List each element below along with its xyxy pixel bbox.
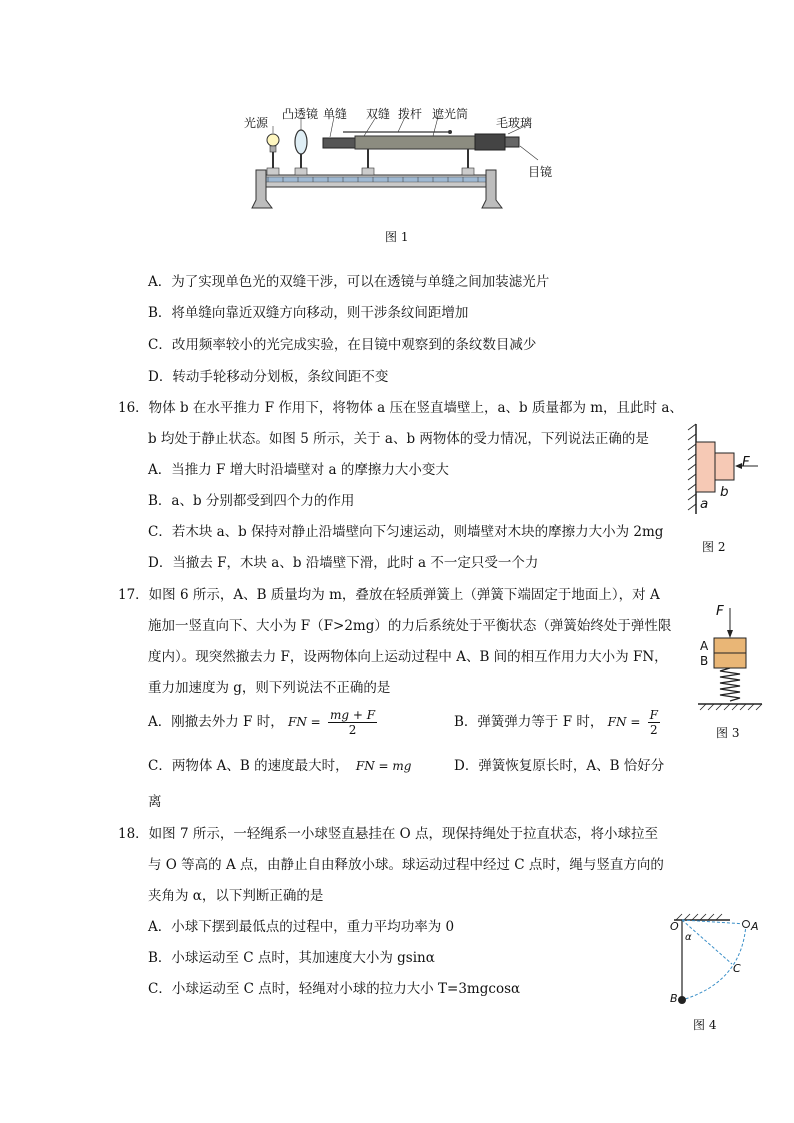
q17-option-a-denominator: 2 bbox=[348, 723, 357, 737]
fig2-label-F: F bbox=[742, 454, 750, 470]
q17-stem-line3: 度内）。现突然撤去力 F，设两物体向上运动过程中 A、B 间的相互作用力大小为 FN， bbox=[148, 649, 668, 665]
fig3-label-A: A bbox=[700, 639, 709, 653]
q16-option-a: A．当推力 F 增大时沿墙壁对 a 的摩擦力大小变大 bbox=[148, 462, 449, 478]
q16-stem-line1: 16．物体 b 在水平推力 F 作用下，将物体 a 压在竖直墙壁上，a、b 质量都为 m，且此时 a、 bbox=[118, 400, 683, 416]
q18-stem-line2: 与 O 等高的 A 点，由静止自由释放小球。球运动过程中经过 C 点时，绳与竖直方向的 bbox=[148, 857, 664, 873]
q17-option-a-fraction bbox=[328, 708, 377, 737]
fig4-label-O: O bbox=[670, 920, 679, 933]
q15-option-b: B．将单缝向靠近双缝方向移动，则干涉条纹间距增加 bbox=[148, 305, 469, 321]
figure-2-caption: 图 2 bbox=[702, 540, 726, 554]
label-double-slit: 双缝 bbox=[366, 107, 391, 121]
figure-1-caption: 图 1 bbox=[385, 230, 409, 244]
q17-option-b-fraction bbox=[648, 708, 660, 737]
ball-at-A bbox=[743, 921, 750, 928]
q15-option-d: D．转动手轮移动分划板，条纹间距不变 bbox=[148, 369, 389, 385]
q16-option-b: B．a、b 分别都受到四个力的作用 bbox=[148, 493, 355, 509]
fig2-label-a: a bbox=[700, 496, 709, 512]
label-single-slit: 单缝 bbox=[323, 107, 348, 121]
q17-option-a bbox=[148, 708, 377, 737]
label-light-source: 光源 bbox=[244, 116, 269, 130]
ball-at-B bbox=[679, 997, 686, 1004]
fig4-label-A: A bbox=[751, 920, 759, 933]
q17-option-b-lhs: FN = bbox=[607, 715, 641, 729]
q16-stem-line2: b 均处于静止状态。如图 5 所示，关于 a、b 两物体的受力情况，下列说法正确的是 bbox=[148, 431, 649, 447]
q17-option-b-numerator: F bbox=[649, 708, 658, 722]
spring-icon bbox=[720, 668, 740, 701]
q18-option-c: C．小球运动至 C 点时，轻绳对小球的拉力大小 T=3mgcosα bbox=[148, 981, 521, 997]
figure-4-caption: 图 4 bbox=[693, 1018, 717, 1032]
q18-stem-line1: 18．如图 7 所示，一轻绳系一小球竖直悬挂在 O 点，现保持绳处于拉直状态，将小球拉至 bbox=[118, 826, 658, 842]
label-ground-glass: 毛玻璃 bbox=[496, 116, 533, 130]
q18-option-a: A．小球下摆到最低点的过程中，重力平均功率为 0 bbox=[148, 919, 455, 935]
q15-option-c: C．改用频率较小的光完成实验，在目镜中观察到的条纹数目减少 bbox=[148, 337, 537, 353]
q17-option-a-text: A．刚撤去外力 F 时， bbox=[148, 714, 284, 730]
fig3-label-F: F bbox=[716, 603, 724, 619]
force-arrow-icon bbox=[735, 463, 742, 469]
q17-stem-line2: 施加一竖直向下、大小为 F（F>2mg）的力后系统处于平衡状态（弹簧始终处于弹性限 bbox=[148, 618, 672, 634]
q17-option-d-line2: 离 bbox=[148, 794, 162, 810]
figure-2-blocks bbox=[684, 420, 774, 520]
q17-option-b bbox=[454, 708, 660, 737]
q17-option-c-formula: FN = mg bbox=[355, 759, 412, 773]
fig4-label-B: B bbox=[670, 992, 678, 1005]
block-b bbox=[715, 453, 734, 480]
label-tube: 遮光筒 bbox=[432, 107, 469, 121]
fig2-label-b: b bbox=[720, 484, 729, 500]
fig4-label-alpha: α bbox=[685, 932, 692, 943]
q17-option-a-lhs: FN = bbox=[288, 715, 321, 729]
block-A bbox=[714, 638, 746, 653]
figure-3-caption: 图 3 bbox=[716, 726, 740, 740]
label-eyepiece: 目镜 bbox=[528, 165, 553, 179]
light-shield-tube bbox=[323, 130, 519, 175]
q17-stem-line4: 重力加速度为 g，则下列说法不正确的是 bbox=[148, 680, 391, 696]
block-B bbox=[714, 653, 746, 668]
fig3-label-B: B bbox=[700, 654, 709, 668]
label-convex-lens: 凸透镜 bbox=[282, 107, 319, 121]
q17-stem-line1: 17．如图 6 所示，A、B 质量均为 m，叠放在轻质弹簧上（弹簧下端固定于地面上），对 A bbox=[118, 587, 660, 603]
fig4-label-C: C bbox=[733, 962, 741, 975]
light-bulb-icon bbox=[267, 134, 279, 175]
q16-option-d: D．当撤去 F，木块 a、b 沿墙壁下滑，此时 a 不一定只受一个力 bbox=[148, 555, 539, 571]
label-rod: 拨杆 bbox=[398, 107, 423, 121]
force-arrow-icon bbox=[727, 630, 733, 638]
q17-option-c bbox=[148, 754, 411, 774]
q18-option-b: B．小球运动至 C 点时，其加速度大小为 gsinα bbox=[148, 950, 435, 966]
q17-option-c-text: C．两物体 A、B 的速度最大时， bbox=[148, 758, 349, 774]
block-a bbox=[696, 442, 715, 492]
q15-option-a: A．为了实现单色光的双缝干涉，可以在透镜与单缝之间加装滤光片 bbox=[148, 274, 550, 290]
convex-lens-icon bbox=[295, 130, 307, 175]
q17-option-a-numerator: mg + F bbox=[330, 708, 376, 722]
q17-option-b-text: B．弹簧弹力等于 F 时， bbox=[454, 714, 604, 730]
q18-stem-line3: 夹角为 α，以下判断正确的是 bbox=[148, 888, 324, 904]
q17-option-d-line1: D．弹簧恢复原长时，A、B 恰好分 bbox=[454, 758, 665, 774]
q17-option-b-denominator: 2 bbox=[650, 723, 658, 737]
q16-option-c: C．若木块 a、b 保持对静止沿墙壁向下匀速运动，则墙壁对木块的摩擦力大小为 2mg bbox=[148, 524, 664, 540]
